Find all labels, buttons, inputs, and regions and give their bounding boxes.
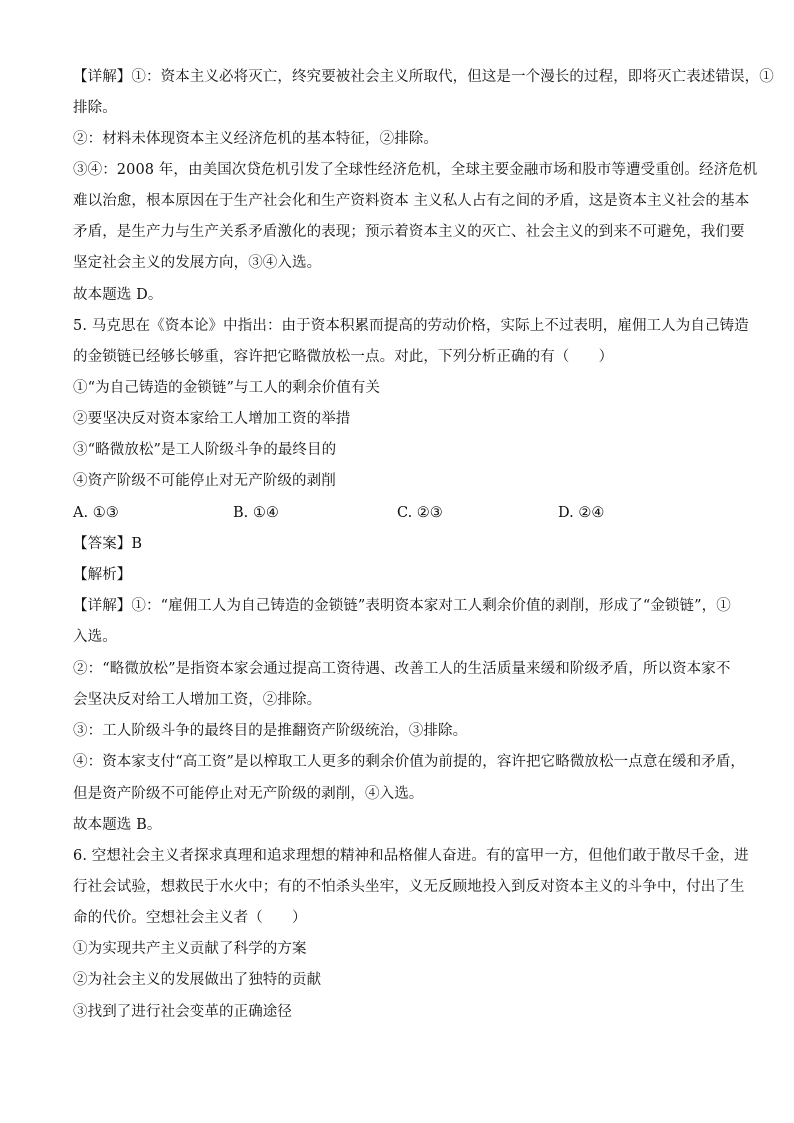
option-b: B. ①④ xyxy=(233,505,279,521)
statement: ①为实现共产主义贡献了科学的方案 xyxy=(73,941,307,957)
text-line: 排除。 xyxy=(73,100,117,116)
statement: ③“略微放松”是工人阶级斗争的最终目的 xyxy=(73,442,337,458)
text-line: 会坚决反对给工人增加工资，②排除。 xyxy=(73,692,322,708)
text-line: 入选。 xyxy=(73,629,117,645)
text-line: ②：“略微放松”是指资本家会通过提高工资待遇、改善工人的生活质量来缓和阶级矛盾，所以资本家不 xyxy=(73,661,731,677)
text-line: 故本题选 D。 xyxy=(73,287,163,303)
answer-label: 【答案】B xyxy=(73,536,143,552)
text-line: 【详解】①：资本主义必将灭亡，终究要被社会主义所取代，但这是一个漫长的过程，即将灭亡表述错误，① xyxy=(73,69,774,85)
text-line: 矛盾，是生产力与生产关系矛盾激化的表现；预示着资本主义的灭亡、社会主义的到来不可避免，我们要 xyxy=(73,224,745,240)
text-line: ④：资本家支付“高工资”是以榨取工人更多的剩余价值为前提的，容许把它略微放松一点意在缓和矛盾， xyxy=(73,754,746,770)
statement: ④资产阶级不可能停止对无产阶级的剥削 xyxy=(73,473,336,489)
text-line: 【详解】①：“雇佣工人为自己铸造的金锁链”表明资本家对工人剩余价值的剥削，形成了“金锁链”，① xyxy=(73,598,731,614)
text-line: 故本题选 B。 xyxy=(73,817,162,833)
question-stem: 行社会试验，想救民于水火中；有的不怕杀头坐牢，义无反顾地投入到反对资本主义的斗争中，付出了生 xyxy=(73,879,745,895)
question-stem: 5. 马克思在《资本论》中指出：由于资本积累而提高的劳动价格，实际上不过表明，雇佣工人为自己铸造 xyxy=(73,318,749,334)
analysis-label: 【解析】 xyxy=(73,567,132,583)
text-line: ③：工人阶级斗争的最终目的是推翻资产阶级统治，③排除。 xyxy=(73,723,468,739)
text-line: ②：材料未体现资本主义经济危机的基本特征，②排除。 xyxy=(73,131,438,147)
text-line: 坚定社会主义的发展方向，③④入选。 xyxy=(73,255,322,271)
statement: ②要坚决反对资本家给工人增加工资的举措 xyxy=(73,411,351,427)
question-stem: 的金锁链已经够长够重，容许把它略微放松一点。对此，下列分析正确的有（ ） xyxy=(73,349,614,365)
option-c: C. ②③ xyxy=(397,505,443,521)
statement: ①“为自己铸造的金锁链”与工人的剩余价值有关 xyxy=(73,380,381,396)
option-d: D. ②④ xyxy=(558,505,605,521)
option-a: A. ①③ xyxy=(73,505,119,521)
statement: ②为社会主义的发展做出了独特的贡献 xyxy=(73,972,322,988)
question-stem: 命的代价。空想社会主义者（ ） xyxy=(73,910,307,926)
text-line: 难以治愈，根本原因在于生产社会化和生产资料资本 主义私人占有之间的矛盾，这是资本主义社会的基本 xyxy=(73,193,750,209)
question-stem: 6. 空想社会主义者探求真理和追求理想的精神和品格催人奋进。有的富甲一方，但他们敢于散尽千金，进 xyxy=(73,848,749,864)
text-line: 但是资产阶级不可能停止对无产阶级的剥削，④入选。 xyxy=(73,786,424,802)
text-line: ③④：2008 年，由美国次贷危机引发了全球性经济危机，全球主要金融市场和股市等遭受重创。经济危机 xyxy=(73,162,758,178)
statement: ③找到了进行社会变革的正确途径 xyxy=(73,1004,292,1020)
